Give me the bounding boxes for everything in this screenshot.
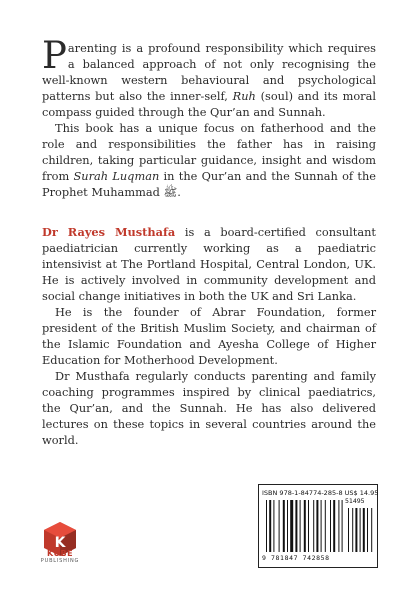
kube-logo-icon xyxy=(40,520,80,572)
author-paragraph-2: He is the founder of Abrar Foundation, former president of the British Muslim Society, and chairman of the Islamic Foundation and Ayesha College of Higher Education for Motherhood Development. xyxy=(42,305,376,367)
surah-term: Surah Luqman xyxy=(73,169,160,183)
logo-letter: K xyxy=(54,535,66,551)
blurb-paragraph-1 xyxy=(42,34,376,120)
barcode-box xyxy=(258,484,378,568)
blurb-text: (soul) and its moral compass guided through the Qur’an and Sunnah. xyxy=(42,89,376,119)
barcode-digits: 9 781847 742858 xyxy=(262,554,330,562)
author-name: Dr Rayes Musthafa xyxy=(42,225,176,239)
blurb-text: This book has a unique focus on fatherhood and the role and responsibilities the father has in raising children, taking particular guidance, insight and wisdom from xyxy=(42,121,376,183)
drop-cap: P xyxy=(42,34,67,77)
author-paragraph-3: Dr Musthafa regularly conducts parenting and family coaching programmes inspired by clinical paediatrics, the Qur’an, and the Sunnah. He has also delivered lectures on these topics in several countries around the world. xyxy=(42,369,376,447)
barcode-icon xyxy=(262,500,374,554)
blurb-text: arenting is a profound responsibility which requires a balanced approach of not only recognising the well-known western behavioural and psychological patterns but also the inner-self, xyxy=(42,41,376,103)
publisher-subtitle: PUBLISHING xyxy=(40,558,80,564)
author-text: is a board-certified consultant paediatrician currently working as a paediatric intensivist at The Portland Hospital, Central London, UK. He is actively involved in community development and social change initiatives in both the UK and Sri Lanka. xyxy=(42,225,376,303)
author-paragraph-1 xyxy=(42,224,376,304)
author-bio-section xyxy=(42,224,376,448)
publisher-name: KUBE xyxy=(46,549,74,558)
blurb-text: in the Qur’an and the Sunnah of the Prophet Muhammad ﷺ. xyxy=(42,169,376,199)
ruh-term: Ruh xyxy=(232,89,256,103)
isbn-price-line: ISBN 978-1-84774-285-8 US$ 14.95 xyxy=(262,489,379,497)
blurb-paragraph-2 xyxy=(42,120,376,200)
blurb-section xyxy=(42,34,376,200)
barcode-addon-digits: 51495 xyxy=(345,497,365,505)
